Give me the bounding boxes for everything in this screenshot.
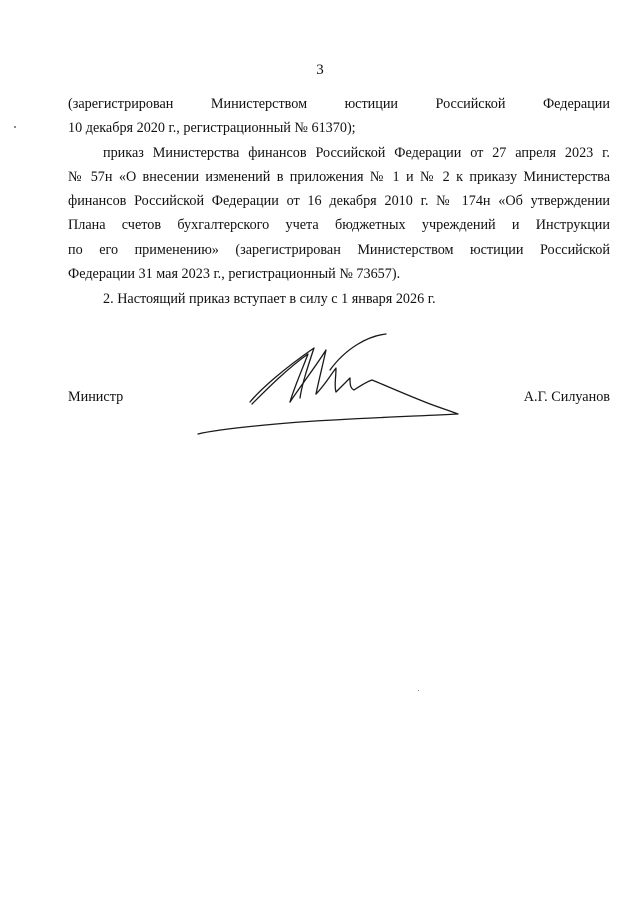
word: его [99, 242, 119, 258]
text-line-1 [68, 94, 610, 114]
text-line-5: финансов Российской Федерации от 16 декабря 2010 г. № 174н «Об утверждении [68, 193, 610, 209]
signer-title: Министр [68, 389, 124, 405]
text-line-4: № 57н «О внесении изменений в приложения № 1 и № 2 к приказу Министерства [68, 169, 610, 185]
word: апреля [515, 145, 556, 161]
page-number: 3 [316, 62, 324, 78]
word: финансов [248, 145, 307, 161]
word: по [68, 242, 83, 258]
text-line-7 [68, 240, 610, 260]
word: Российской [435, 96, 506, 112]
text-line-9: 2. Настоящий приказ вступает в силу с 1 января 2026 г. [103, 291, 436, 307]
handwritten-signature [190, 330, 470, 440]
word: (зарегистрирован [235, 242, 341, 258]
word: Министерством [357, 242, 454, 258]
word: Министерства [152, 145, 240, 161]
word: 2023 [564, 145, 594, 161]
text-line-8: Федерации 31 мая 2023 г., регистрационный № 73657). [68, 266, 401, 282]
text-line-3 [103, 143, 610, 163]
word: (зарегистрирован [68, 96, 174, 112]
signer-name: А.Г. Силуанов [523, 389, 610, 405]
word: юстиции [344, 96, 399, 112]
word: 27 [492, 145, 507, 161]
word: приказ [103, 145, 144, 161]
word: от [470, 145, 484, 161]
word: Российской [315, 145, 386, 161]
text-line-6: Плана счетов бухгалтерского учета бюджетных учреждений и Инструкции [68, 217, 610, 233]
scan-speck [14, 126, 16, 128]
word: Министерством [210, 96, 308, 112]
text-line-2: 10 декабря 2020 г., регистрационный № 61370); [68, 120, 356, 136]
word: применению» [134, 242, 219, 258]
signature-row [68, 387, 610, 407]
scan-speck [418, 690, 419, 691]
word: юстиции [470, 242, 524, 258]
word: г. [602, 145, 610, 161]
word: Российской [540, 242, 610, 258]
word: Федерации [394, 145, 462, 161]
word: Федерации [542, 96, 610, 112]
